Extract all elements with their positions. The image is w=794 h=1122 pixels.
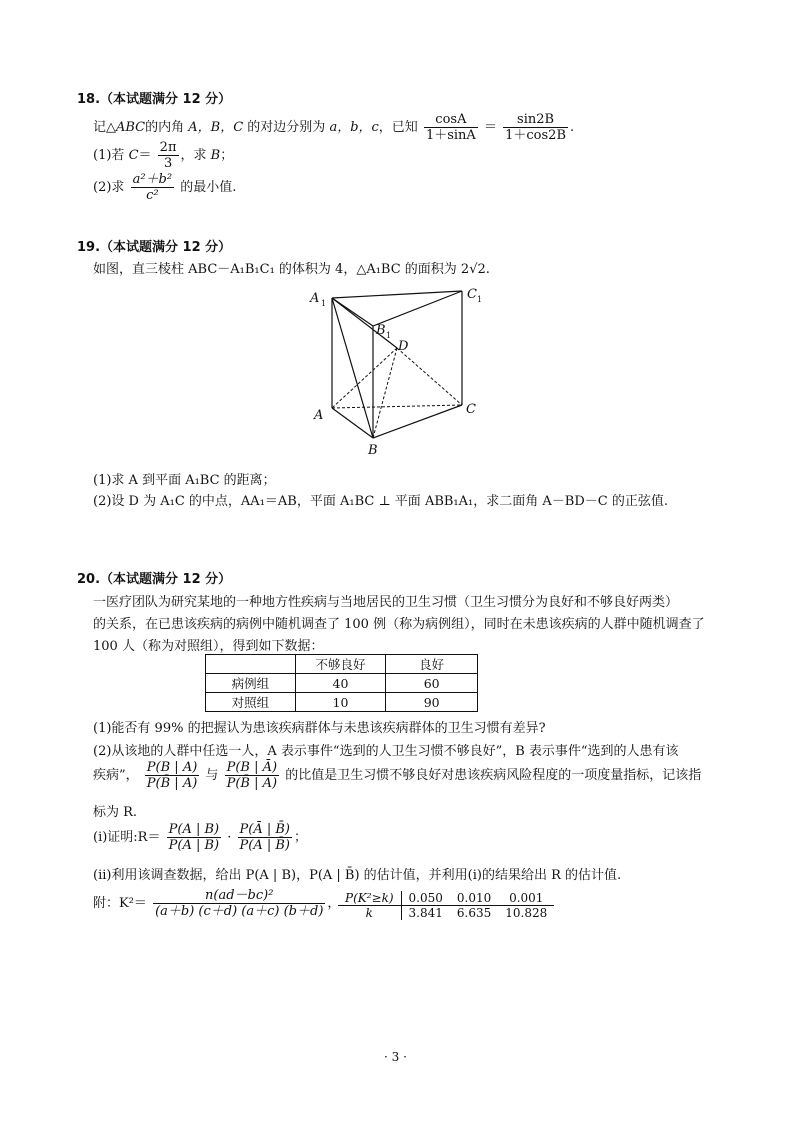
q20-appendix-fraction: $\frac{\text{n(ad－bc)²}}{(a+b) (c+d) (a+c) (b+d)}$ [155, 888, 324, 919]
k-table-label: k [338, 906, 401, 921]
q18-part1-b: B [210, 148, 221, 163]
q20-part2-i-dot: · [227, 830, 232, 845]
q18-part1-eq: ＝ [138, 148, 152, 163]
table-cell: 10 [295, 693, 386, 712]
q19-stem: 如图，直三棱柱 ABC－A₁B₁C₁ 的体积为 4，△A₁BC 的面积为 2√2. [93, 262, 490, 277]
q20-part2-line3: 标为 R. [93, 805, 138, 820]
label-a: A [314, 408, 324, 423]
q18-stem-known: ，已知 [378, 120, 418, 135]
k-table-row [338, 891, 554, 906]
survey-table [205, 654, 478, 712]
page-number: · 3 · [384, 1050, 407, 1064]
q20-part1: (1)能否有 99% 的把握认为患该疾病群体与未患该疾病群体的卫生习惯有差异? [93, 721, 546, 736]
edge-b1-c1 [373, 291, 462, 326]
q18-fraction-sin: $\frac{\sin 2B}{1+\cos 2B}$ [505, 112, 566, 143]
label-a1-sub: 1 [321, 299, 327, 308]
prism-figure [300, 280, 500, 460]
table-header-cell: 不够良好 [295, 655, 386, 674]
table-cell: 对照组 [206, 693, 296, 712]
table-header-row [206, 655, 478, 674]
table-header-cell: 良好 [386, 655, 478, 674]
table-cell: 60 [386, 674, 478, 693]
q18-angles: A，B，C [188, 120, 244, 135]
q18-part2-fraction: $\frac{\text{a²＋b²}}{\text{c²}}$ [132, 172, 173, 203]
q20-part2-i [93, 819, 307, 857]
q18-stem-mid2: 的对边分别为 [243, 120, 330, 135]
q20-heading: 20.（本试题满分 12 分） [77, 572, 232, 587]
q20-part2-line2 [93, 757, 701, 795]
edge-a1-b [332, 298, 373, 438]
q20-appendix-formula [93, 885, 340, 923]
q20-line2: 的关系，在已患该疾病的病例中随机调查了 100 例（称为病例组），同时在未患该疾病的人群中随机调查了 [93, 617, 705, 632]
q20-line3: 100 人（称为对照组），得到如下数据： [93, 639, 324, 654]
q20-part2-line1: (2)从该地的人群中任选一人，A 表示事件“选到的人卫生习惯不够良好”，B 表示事件“选到的人患有该 [93, 744, 679, 759]
q18-heading: 18.（本试题满分 12 分） [77, 92, 232, 107]
k-table-row [338, 906, 554, 921]
q18-part1-end: ； [220, 148, 234, 163]
label-a1: A [310, 291, 320, 306]
q20-appendix-comma: ， [327, 896, 341, 911]
q20-line1: 一医疗团队为研究某地的一种地方性疾病与当地居民的卫生习惯（卫生习惯分为良好和不够良好两类） [93, 595, 679, 610]
q20-part2-i-end: ； [294, 830, 308, 845]
k-table-cell: 0.001 [498, 891, 554, 906]
label-c: C [466, 402, 476, 417]
q18-part1-post: ，求 [180, 148, 211, 163]
q18-sides: a，b，c [329, 120, 379, 135]
table-cell: 90 [386, 693, 478, 712]
q20-part2-ii: (ii)利用该调查数据，给出 P(A | B)，P(A | B̄) 的估计值，并利用(i)的结果给出 R 的估计值. [93, 868, 622, 883]
label-b: B [368, 443, 378, 458]
q18-part2-post: 的最小值. [180, 180, 237, 195]
q18-stem-pre: 记△ [93, 120, 116, 135]
k-table-cell: 0.050 [401, 891, 450, 906]
label-c1: C [467, 287, 477, 302]
k-critical-table [338, 891, 554, 920]
q18-part1-pre: (1)若 [93, 148, 129, 163]
table-cell: 病例组 [206, 674, 296, 693]
q20-appendix-pre: 附：K²＝ [93, 896, 147, 911]
label-b1: B [376, 323, 386, 338]
edge-d-b [373, 348, 397, 438]
edge-d-a [332, 348, 397, 408]
q18-part1-fraction: $\frac{2\pi}{3}$ [159, 140, 177, 171]
q18-part2 [93, 171, 236, 205]
k-table-cell: 3.841 [408, 906, 443, 920]
table-row [206, 674, 478, 693]
q20-part2-and: 与 [205, 768, 219, 783]
q18-triangle-name: ABC [116, 120, 146, 135]
k-table-cell: 0.010 [450, 891, 498, 906]
label-b1-sub: 1 [386, 331, 392, 340]
edge-a-c [332, 405, 462, 408]
q20-part2-pre: 疾病”， [93, 768, 139, 783]
edge-b-c [373, 405, 462, 438]
table-cell: 40 [295, 674, 386, 693]
table-row [206, 693, 478, 712]
q20-part2-fraction2: $\frac{P(B | Ā)}{P(B̄ | Ā)}$ [226, 760, 278, 791]
k-table-cell: 6.635 [456, 906, 492, 920]
q18-part2-pre: (2)求 [93, 180, 125, 195]
q20-part2-i-fraction1: $\frac{P(A | B)}{P(Ā | B)}$ [168, 822, 220, 853]
q20-part2-i-pre: (i)证明:R＝ [93, 830, 161, 845]
q18-fraction-cos: $\frac{\cos A}{1+\sin A}$ [425, 112, 476, 143]
q19-heading: 19.（本试题满分 12 分） [77, 240, 232, 255]
edge-a1-d [332, 298, 397, 348]
q18-stem-mid: 的内角 [145, 120, 189, 135]
q20-part2-fraction1: $\frac{P(B | A)}{P(B̄ | A)}$ [146, 760, 198, 791]
q18-stem-end: . [570, 120, 575, 135]
k-table-cell: 10.828 [505, 906, 548, 920]
q19-part2: (2)设 D 为 A₁C 的中点，AA₁＝AB，平面 A₁BC ⊥ 平面 ABB₁A₁，求二面角 A－BD－C 的正弦值. [93, 494, 668, 509]
q20-part2-i-fraction2: $\frac{P(Ā | B̄)}{P(A | B̄)}$ [239, 822, 291, 853]
edge-a1-c1 [332, 291, 462, 298]
table-header-cell [206, 655, 296, 674]
q18-part1 [93, 139, 233, 173]
label-c1-sub: 1 [477, 295, 483, 304]
k-table-label: P(K²≥k) [338, 891, 401, 906]
q18-part1-c: C [128, 148, 139, 163]
q18-equals: ＝ [483, 120, 497, 135]
q19-part1: (1)求 A 到平面 A₁BC 的距离； [93, 473, 276, 488]
label-d: D [398, 339, 409, 354]
edge-d-c [397, 348, 462, 405]
q20-part2-post: 的比值是卫生习惯不够良好对患该疾病风险程度的一项度量指标，记该指 [285, 768, 702, 783]
edge-a-b [332, 408, 373, 438]
